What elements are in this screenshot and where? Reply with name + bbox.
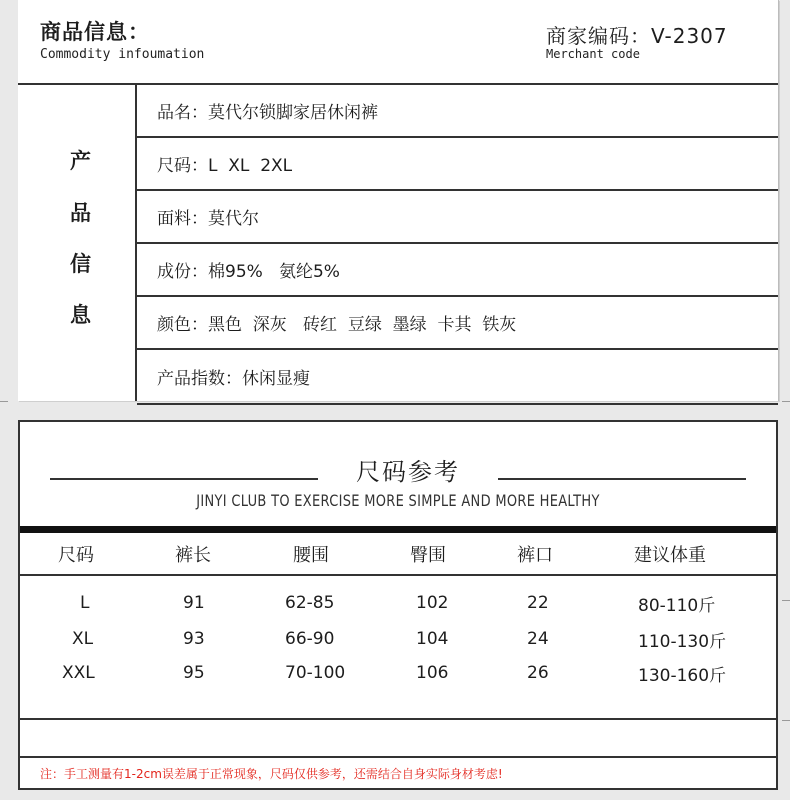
size-chart-title: 尺码参考 bbox=[356, 458, 460, 486]
crop-mark bbox=[0, 401, 8, 402]
cell-hem: 24 bbox=[527, 629, 549, 649]
side-label-char: 信 bbox=[70, 252, 91, 276]
cell-waist: 66-90 bbox=[285, 629, 335, 649]
spec-row-name: 品名：莫代尔锁脚家居休闲裤 bbox=[137, 85, 778, 138]
size-chart-subtitle: JINYI CLUB TO EXERCISE MORE SIMPLE AND MORE HEALTHY bbox=[196, 492, 600, 511]
cell-hip: 106 bbox=[416, 663, 449, 683]
size-chart-header-row bbox=[20, 533, 776, 576]
cell-hem: 26 bbox=[527, 663, 549, 683]
cell-hem: 22 bbox=[527, 593, 549, 613]
merchant-code: 商家编码：V-2307 bbox=[546, 24, 728, 48]
cell-size: XXL bbox=[62, 663, 95, 683]
cell-weight: 110-130斤 bbox=[638, 631, 727, 652]
cell-waist: 62-85 bbox=[285, 593, 335, 613]
size-chart-title-area bbox=[20, 422, 776, 526]
header-hip: 臀围 bbox=[410, 544, 446, 566]
spec-row-composition: 成份：棉95% 氨纶5% bbox=[137, 244, 778, 297]
side-label-char: 品 bbox=[70, 201, 91, 225]
cell-length: 93 bbox=[183, 629, 205, 649]
spec-list bbox=[137, 85, 778, 405]
table-rule bbox=[20, 756, 776, 758]
spec-row-size: 尺码：L XL 2XL bbox=[137, 138, 778, 191]
table-rule bbox=[20, 718, 776, 720]
header-length: 裤长 bbox=[175, 544, 211, 566]
spec-row-fabric: 面料：莫代尔 bbox=[137, 191, 778, 244]
header-hem: 裤口 bbox=[517, 544, 553, 566]
header-waist: 腰围 bbox=[293, 544, 329, 566]
spec-row-index: 产品指数：休闲显瘦 bbox=[137, 350, 778, 405]
title-rule-right bbox=[498, 478, 746, 480]
side-label-column bbox=[18, 85, 137, 401]
header-weight: 建议体重 bbox=[634, 544, 706, 566]
cell-size: XL bbox=[72, 629, 94, 649]
crop-mark bbox=[782, 401, 790, 402]
table-row bbox=[20, 658, 776, 688]
side-label-char: 息 bbox=[70, 303, 91, 327]
side-label-char: 产 bbox=[70, 149, 91, 173]
measurement-note: 注：手工测量有1-2cm误差属于正常现象，尺码仅供参考，还需结合自身实际身材考虑! bbox=[40, 767, 503, 781]
title-rule-left bbox=[50, 478, 318, 480]
cell-hip: 104 bbox=[416, 629, 449, 649]
spec-row-colors: 颜色：黑色 深灰 砖红 豆绿 墨绿 卡其 铁灰 bbox=[137, 297, 778, 350]
cell-waist: 70-100 bbox=[285, 663, 346, 683]
cell-weight: 130-160斤 bbox=[638, 665, 727, 686]
cell-hip: 102 bbox=[416, 593, 449, 613]
merchant-code-en: Merchant code bbox=[546, 47, 640, 61]
crop-mark bbox=[782, 720, 790, 721]
table-row bbox=[20, 588, 776, 618]
product-info-title: 商品信息： bbox=[40, 20, 150, 44]
size-chart-divider bbox=[20, 526, 776, 533]
product-info-header bbox=[18, 0, 778, 85]
product-info-title-en: Commodity infoumation bbox=[40, 47, 205, 62]
product-info-card bbox=[18, 0, 779, 401]
size-chart-card bbox=[18, 420, 778, 790]
header-size: 尺码 bbox=[58, 544, 94, 566]
cell-size: L bbox=[80, 593, 90, 613]
cell-length: 91 bbox=[183, 593, 205, 613]
crop-mark bbox=[782, 600, 790, 601]
cell-length: 95 bbox=[183, 663, 205, 683]
cell-weight: 80-110斤 bbox=[638, 595, 716, 616]
table-row bbox=[20, 624, 776, 654]
